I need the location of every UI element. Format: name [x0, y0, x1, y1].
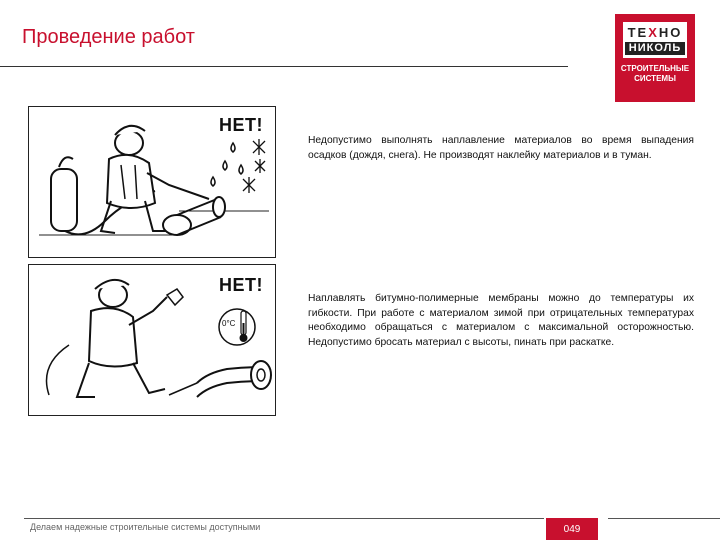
logo-subtitle: СТРОИТЕЛЬНЫЕ СИСТЕМЫ — [620, 64, 690, 83]
thermometer-label: 0°С — [222, 319, 236, 328]
illustration-rain-snow — [28, 106, 276, 258]
rule-text-precipitation: Недопустимо выполнять наплавление материалов во время выпадения осадков (дождя, снега). Не производят наклейку материалов и в туман. — [308, 135, 694, 161]
footer-slogan: Делаем надежные строительные системы доступными — [30, 522, 261, 532]
rule-text-cold: Наплавлять битумно-полимерные мембраны можно до температуры их гибкости. При работе с материалом зимой при отрицательных температурах необходимо обращаться с материалом с максимальной осторожностью. Недопустимо бросать материал с высоты, пинать при раскатке. — [308, 293, 694, 348]
footer-divider — [608, 518, 720, 519]
prohibition-label: НЕТ! — [219, 275, 263, 295]
logo-badge — [623, 22, 687, 58]
logo-wordmark-top: ТЕХНО — [627, 24, 683, 40]
illustration-cold — [28, 264, 276, 416]
title-divider — [0, 66, 568, 67]
footer-divider — [24, 518, 544, 519]
tekhnonikol-logo — [615, 14, 695, 102]
prohibition-label: НЕТ! — [219, 115, 263, 135]
logo-wordmark-bottom: НИКОЛЬ — [625, 42, 685, 55]
page-title: Проведение работ — [22, 26, 195, 48]
page-number: 049 — [546, 518, 598, 540]
